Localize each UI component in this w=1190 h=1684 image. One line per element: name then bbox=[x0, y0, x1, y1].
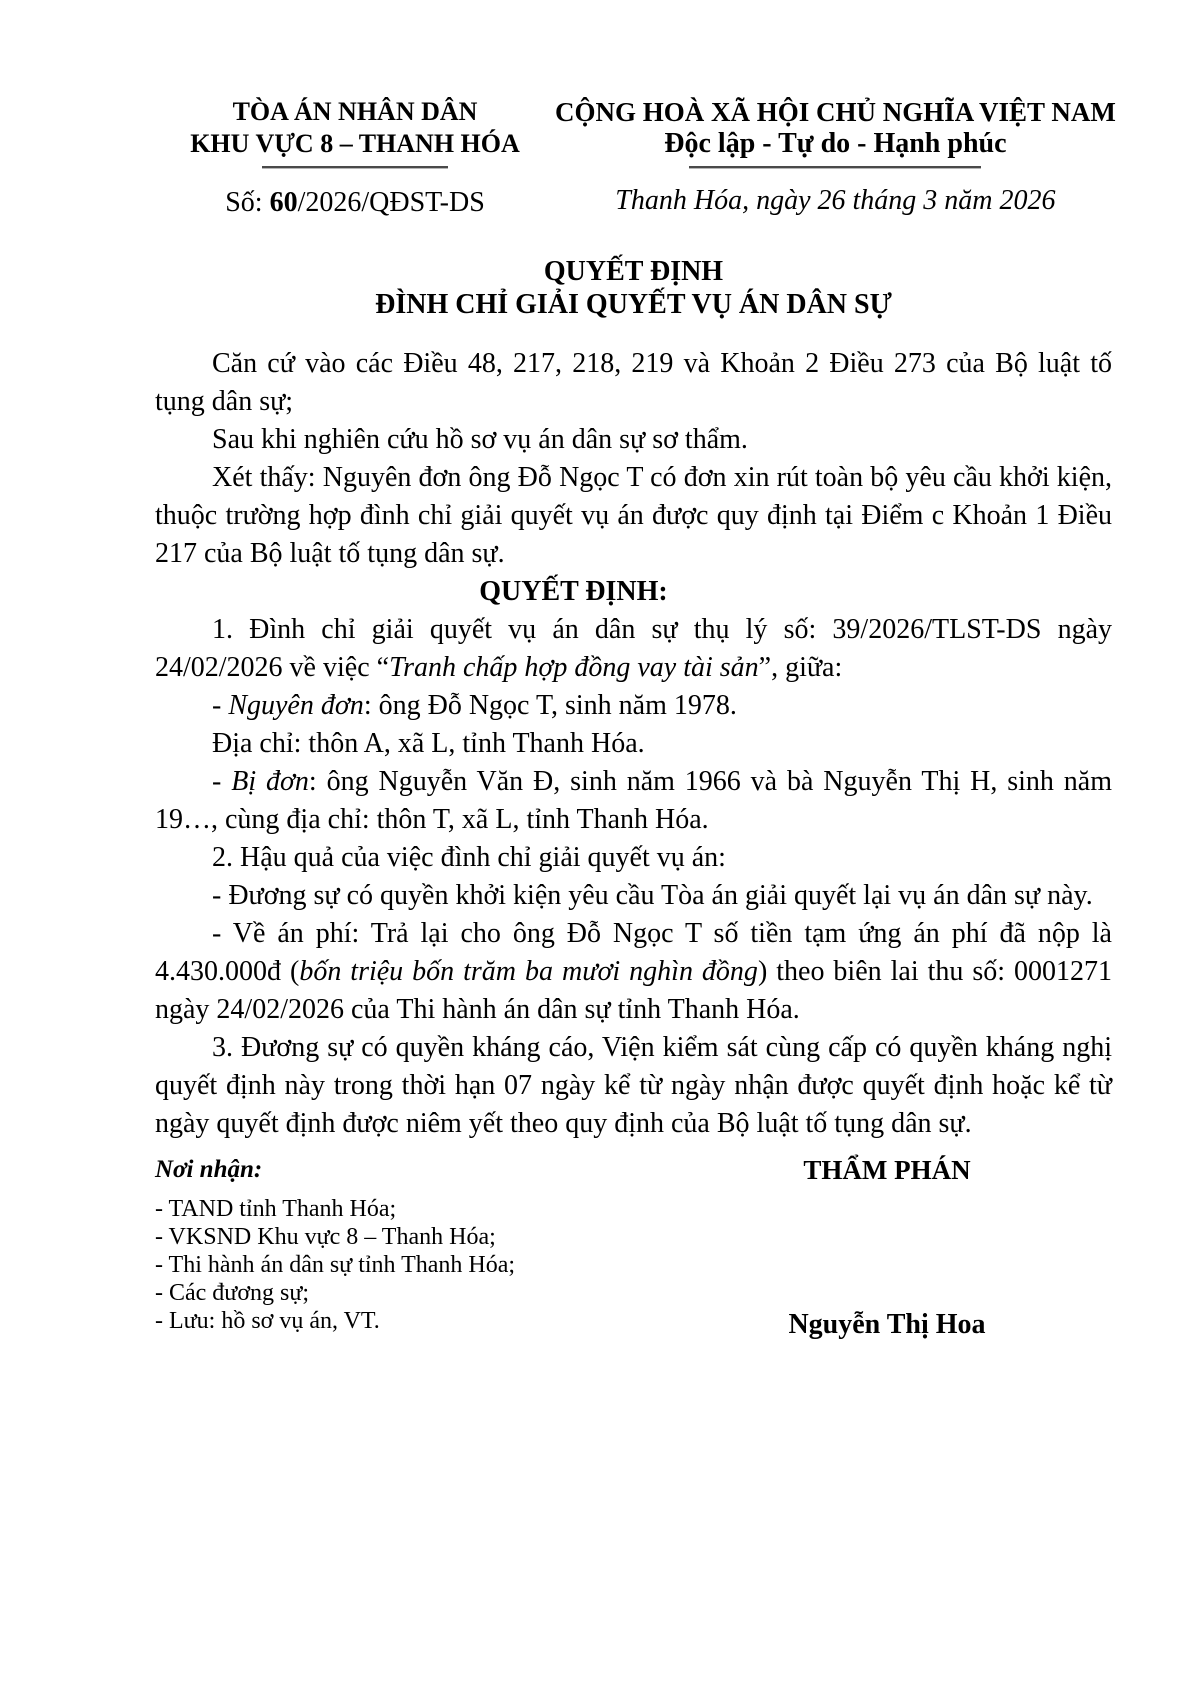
court-fee-text: - Về án phí: Trả lại cho ông Đỗ Ngọc T số tiền tạm ứng án phí đã nộp là 4.430.000đ ( bbox=[155, 918, 1112, 987]
plaintiff-label: - Nguyên đơn bbox=[212, 690, 364, 721]
paragraph-defendant bbox=[155, 763, 1112, 839]
paragraph-legal-basis: Căn cứ vào các Điều 48, 217, 218, 219 và Khoản 2 Điều 273 của Bộ luật tố tụng dân sự; bbox=[155, 348, 1112, 417]
paragraph-decision-1 bbox=[155, 611, 1112, 687]
paragraph-appeal-rights: 3. Đương sự có quyền kháng cáo, Viện kiểm sát cùng cấp có quyền kháng nghị quyết định này trong thời hạn 07 ngày kể từ ngày nhận được quyết định hoặc kể từ ngày quyết định được niêm yết theo quy định của Bộ luật tố tụng dân sự. bbox=[155, 1032, 1112, 1139]
judge-title: THẨM PHÁN bbox=[803, 1155, 971, 1185]
judge-name: Nguyễn Thị Hoa bbox=[788, 1309, 986, 1340]
paragraph-right-to-refile: - Đương sự có quyền khởi kiện yêu cầu Tòa án giải quyết lại vụ án dân sự này. bbox=[212, 880, 1093, 911]
title-line1: QUYẾT ĐỊNH bbox=[543, 256, 724, 287]
recipient-item: - VKSND Khu vực 8 – Thanh Hóa; bbox=[155, 1224, 496, 1250]
decision-section-heading: QUYẾT ĐỊNH: bbox=[479, 576, 668, 607]
recipients-list bbox=[155, 1195, 662, 1335]
defendant-info: : ông Nguyễn Văn Đ, sinh năm 1966 và bà Nguyễn Thị H, sinh năm 19…, cùng địa chỉ: thôn T, xã L, tỉnh Thanh Hóa. bbox=[155, 766, 1112, 835]
document-header bbox=[155, 96, 1116, 219]
place-date-line: Thanh Hóa, ngày 26 tháng 3 năm 2026 bbox=[615, 185, 1056, 216]
paragraph-consequences-heading: 2. Hậu quả của việc đình chỉ giải quyết vụ án: bbox=[212, 842, 726, 873]
recipients-block bbox=[155, 1155, 662, 1341]
national-motto-block bbox=[555, 96, 1116, 219]
decision-1-tail: ”, giữa: bbox=[758, 652, 843, 683]
recipient-item: - Các đương sự; bbox=[155, 1280, 310, 1306]
header-divider-left bbox=[262, 166, 448, 169]
court-name-line1: TÒA ÁN NHÂN DÂN bbox=[232, 97, 478, 126]
national-title: CỘNG HOÀ XÃ HỘI CHỦ NGHĨA VIỆT NAM bbox=[555, 97, 1116, 127]
amount-in-words-italic: bốn triệu bốn trăm ba mươi nghìn đồng bbox=[299, 956, 758, 987]
document-number-value: 60 bbox=[269, 187, 298, 218]
court-fee-tail: ) theo biên lai thu số: 0001271 ngày 24/02/2026 của Thi hành án dân sự tỉnh Thanh Hóa. bbox=[155, 956, 1112, 1025]
paragraph-court-fee bbox=[155, 915, 1112, 1029]
paragraph-findings: Xét thấy: Nguyên đơn ông Đỗ Ngọc T có đơn xin rút toàn bộ yêu cầu khởi kiện, thuộc trường hợp đình chỉ giải quyết vụ án được quy định tại Điểm c Khoản 1 Điều 217 của Bộ luật tố tụng dân sự. bbox=[155, 462, 1112, 569]
case-subject-italic: Tranh chấp hợp đồng vay tài sản bbox=[389, 652, 759, 683]
paragraph-plaintiff bbox=[155, 687, 1112, 725]
recipient-item: - Thi hành án dân sự tỉnh Thanh Hóa; bbox=[155, 1252, 516, 1278]
defendant-label: - Bị đơn bbox=[212, 766, 309, 797]
recipients-label: Nơi nhận: bbox=[155, 1156, 263, 1183]
recipient-item: - TAND tỉnh Thanh Hóa; bbox=[155, 1196, 397, 1222]
document-title bbox=[155, 255, 1112, 321]
paragraph-plaintiff-address: Địa chỉ: thôn A, xã L, tỉnh Thanh Hóa. bbox=[212, 728, 645, 759]
national-motto: Độc lập - Tự do - Hạnh phúc bbox=[664, 128, 1007, 159]
signature-block bbox=[662, 1155, 1112, 1341]
document-number bbox=[155, 187, 555, 219]
plaintiff-info: : ông Đỗ Ngọc T, sinh năm 1978. bbox=[363, 690, 737, 721]
header-divider-right bbox=[689, 166, 981, 169]
court-name-line2: KHU VỰC 8 – THANH HÓA bbox=[190, 129, 520, 158]
issuing-court-block bbox=[155, 96, 555, 219]
paragraph-review: Sau khi nghiên cứu hồ sơ vụ án dân sự sơ thẩm. bbox=[212, 424, 748, 455]
document-footer bbox=[155, 1155, 1112, 1341]
document-number-suffix: /2026/QĐST-DS bbox=[297, 187, 485, 218]
document-body bbox=[155, 345, 1112, 1143]
recipient-item: - Lưu: hồ sơ vụ án, VT. bbox=[155, 1308, 380, 1334]
title-line2: ĐÌNH CHỈ GIẢI QUYẾT VỤ ÁN DÂN SỰ bbox=[375, 289, 892, 320]
document-number-label: Số: bbox=[225, 187, 270, 218]
decision-1-text: 1. Đình chỉ giải quyết vụ án dân sự thụ lý số: 39/2026/TLST-DS ngày 24/02/2026 về việc “ bbox=[155, 614, 1112, 683]
